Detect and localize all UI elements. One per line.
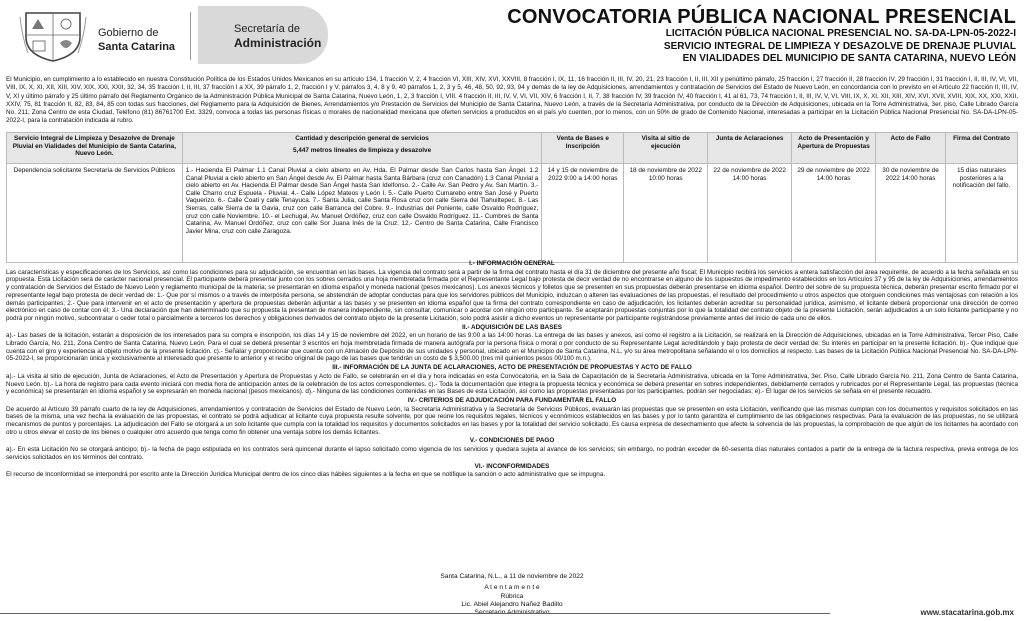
footer bbox=[0, 608, 1024, 621]
website-link[interactable]: www.stacatarina.gob.mx bbox=[920, 608, 1014, 617]
header-junta: Junta de Aclaraciones bbox=[708, 133, 792, 164]
section-5-text: a).- En esta Licitación No se otorgará anticipo; b).- la fecha de pago estipulada en los contratos será quincenal durante el lapso solicitado como vigencia de los servicios y quedara sujeta al avance de los servicios; sin embargo, no podrán exceder de 60-sesenta días naturales contados a partir de la entrega de la factura respectiva, previa entrega de los servicios solicitados en los términos del contrato. bbox=[6, 446, 1018, 461]
header-acto: Acto de Presentación y Apertura de Propuestas bbox=[792, 133, 876, 164]
header-firma: Firma del Contrato bbox=[945, 133, 1017, 164]
cell-fallo: 30 de noviembre de 2022 14:00 horas bbox=[876, 164, 946, 263]
header-quantity-line1: Cantidad y descripción general de servicios bbox=[295, 135, 429, 142]
notice-subtitle-2: SERVICIO INTEGRAL DE LIMPIEZA Y DESAZOLVE DE DRENAJE PLUVIAL bbox=[663, 40, 1016, 52]
notice-subtitle-3: EN VIALIDADES DEL MUNICIPIO DE SANTA CATARINA, NUEVO LEÓN bbox=[682, 53, 1016, 64]
header-visita: Visita al sitio de ejecución bbox=[624, 133, 708, 164]
section-2-title: II.- ADQUISICIÓN DE LAS BASES bbox=[462, 323, 562, 331]
rubrica: Rúbrica bbox=[500, 593, 524, 600]
section-3-title: III.- INFORMACIÓN DE LA JUNTA DE ACLARACIONES, ACTO DE PRESENTACIÓN DE PROPUESTAS Y ACTO DE FALLO bbox=[332, 364, 692, 372]
section-2-text: a).- Las bases de la licitación, estarán a disposición de los interesados para su compra e inscripción, los días 14 y 15 de noviembre del 2022, en un horario de las 9:00 a las 14:00 horas. La entrega de las bases y anexos, así como el registro a la Licitación, se realizará en la Dirección de Adquisiciones, ubicadas en la Torre Administrativa, Tercer Piso, Calle Librado García, No. 211, Zona Centro de Santa Catarina, Nuevo León. Para el cual se deberá presentar 3 escritos en hoja membretada firmada de manera autógrafa por la persona física o moral o por conducto de su Representante Legal acreditándolo y bajo protesta de decir verdad de: Su interés en participar en la presente licitación. b).- Que indique que cuenta con el giro y experiencia al objeto motivo de la presente licitación. c).- Señalar y proporcionar que cuenta con un Almacén de Depósito de sus unidades y personal, ubicado en el Municipio de Santa Catarina, N.L. y/o su área metropolitana señalando el o los domicilios al respecto. Las bases de la Licitación Pública Nacional Presencial No. SA-DA-LPN-05-2022-I, se proporcionarán única y exclusivamente al interesado que presente lo anterior y el recibo original de pago de las bases que tendrán un costo de $ 3,500.00 (tres mil quinientos pesos 00/100 m.n.). bbox=[6, 332, 1018, 363]
admin-line2: Administración bbox=[234, 36, 322, 50]
header bbox=[0, 0, 1024, 72]
header-service: Servicio Integral de Limpieza y Desazolve de Drenaje Pluvial en Vialidades del Municipio de Santa Catarina, Nuevo León. bbox=[7, 133, 183, 164]
cell-junta: 22 de noviembre de 2022 14:00 horas bbox=[708, 164, 792, 263]
notice-body bbox=[6, 259, 1018, 480]
section-1-text: Las características y especificaciones de los Servicios, así como las condiciones para su adjudicación, se encuentran en las bases. La vigencia del contrato será a partir de la firma del contrato hasta el día 31 de diciembre del presente año fiscal; El Municipio recibirá los servicios a entera satisfacción del área requirente, de acuerdo a la fecha señalada en su propuesta. Esta Licitación será de carácter nacional presencial. El participante deberá presentar junto con los sobres cerrados una hoja membretada firmada por el Representante Legal bajo protesta de decir verdad de no encontrarse en alguno de los supuestos de impedimento establecidos en los Artículos 37 y 95 de la ley de Adquisiciones, arrendamientos y contratación de Servicios del Estado de Nuevo León y reglamento municipal de la materia; se presentarán en idioma español y moneda nacional (pesos mexicanos). Los anexos técnicos y folletos que se presenten en sus propuestas deberán presentarse en idioma español. Dentro del sobre de su propuesta técnica, deberán presentar escrito firmado por el representante legal bajo protesta de decir verdad de: 1.- Que por sí mismos o a través de interpósita persona, se abstendrán de adoptar conductas para que los servidores públicos del Municipio, induzcan o alteren las evaluaciones de las propuestas, el resultado del procedimiento u otros aspectos que otorguen condiciones más ventajosas con relación a los demás participantes; 2.- Que para intervenir en el acto de presentación y apertura de propuestas deberán adjuntar a las bases y se presenten en idioma español que la firma del contrato correspondiente en caso de adjudicación, los licitantes deberán acreditar su personalidad jurídica, asimismo, el licitante deberá proporcionar una dirección de correo electrónico en caso de contar con él; 3.- Una declaración que han determinado que su propuesta la presentan de manera independiente, sin consultar, comunicar o acordar con ningún otro participante. Se aceptarán propuestas conjuntas por lo que la totalidad del contrato objeto de la presente Licitación, serán adjudicados a un solo licitante participante y no podrá por ningún motivo, subcontratar o ceder total o parcialmente a terceros los derechos y obligaciones derivados del contrato objeto de la presente Licitación, solo podrá asistir a dicho eventos un representante por participante registrándose previamente antes del inicio de cada uno de ellos. bbox=[6, 268, 1018, 322]
footer-rule bbox=[0, 613, 830, 614]
intro-paragraph: El Municipio, en cumplimiento a lo establecido en nuestra Constitución Política de los Estados Unidos Mexicanos en su artículo 134, 1 fracción V, 2, 4 fracción VI, XIII, XIV, XVI, XXVIII, 8 fracción I, IX, 11, 16 fracción II, III, IV, 20, 21, 23 fracción I, II, III, XII y penúltimo párrafo, 25 fracción I, 27 fracción II, 28 fracción IV, 29 fracción I, 31 fracción I, II, III, IV, VI, VII, VIII, IX, X, XI, XII, XIII, XIV, XIX, XXI, XXII, 32, 34, 35 fracción I, II, III, 37 fracción I a XX, 39 párrafo 1, 2, fracción I y V, párrafos 3, 4, 8 y 9, 40 párrafos 1, 2, 3 y 5, 46, 48, 50, 92, 93, 94 y demás de la ley de Adquisiciones, arrendamientos y contratación de Servicios del Estado de Nuevo León, en concordancia con lo previsto en el Artículo 22 fracción II, III, IV, V, XI y último párrafo y 25 último párrafo del Reglamento Orgánico de la Administración Pública Municipal de Santa Catarina, Nuevo León, 1, 2, 3 fracción I, VIII. 4 fracción II, III, IV, V, VI, VII, XIV, 6 fracción I, II, 7, 38 fracción IV, 39 fracción IV, 40 fracción I, 41 al 61, 73, 74 fracción I, II, III, IV, V, VI, VIII, IX, X, XI, XII, XIII, XIV, XVI, XVII, XVIII, XIX, XX, XXI, XXII, XXIV, 75, 81 fracción II, 82, 83, 84, 85 con todas sus fracciones, del Reglamento para la Adquisición de Bienes, Arrendamientos y/o Prestación de Servicios del Municipio de Santa Catarina, Nuevo León, a través de la Secretaría Administrativa, por conducto de la Dirección de Adquisiciones, ubicada en la Torre Administrativa, 3er. piso, Calle Librado García No. 211, Zona Centro de esta Ciudad, Teléfono (81) 86761700 Ext. 3329, convoca a todas las personas físicas o morales de nacionalidad mexicana que oferten servicios a producidos en el país y/o cuenten, por lo menos, con un 50% de grado de Contenido Nacional, interesadas a participar en la Licitación Pública Nacional Presencial No. SA-DA-LPN-05-2022-I, para la contratación indicada al rubro. bbox=[6, 76, 1018, 125]
notice-subtitle-1: LICITACIÓN PÚBLICA NACIONAL PRESENCIAL NO. SA-DA-LPN-05-2022-I bbox=[665, 28, 1016, 39]
cell-visita: 18 de noviembre de 2022 10:00 horas bbox=[624, 164, 708, 263]
gov-line2: Santa Catarina bbox=[98, 41, 176, 53]
tender-table bbox=[6, 132, 1018, 263]
header-divider bbox=[190, 12, 191, 60]
header-venta: Venta de Bases e Inscripción bbox=[542, 133, 624, 164]
cell-venta: 14 y 15 de noviembre de 2022 9:00 a 14:00 horas bbox=[542, 164, 624, 263]
coat-of-arms-logo bbox=[18, 7, 88, 63]
cell-dependencia: Dependencia solicitante Secretaría de Servicios Públicos bbox=[7, 164, 183, 263]
header-quantity-line2: 5,447 metros lineales de limpieza y desazolve bbox=[292, 146, 432, 154]
signatory-name: Lic. Abiel Alejandro Nañez Badillo bbox=[461, 601, 563, 608]
atentamente: A t e n t a m e n t e bbox=[484, 584, 540, 591]
place-date: Santa Catarina, N.L., a 11 de noviembre de 2022 bbox=[440, 573, 584, 580]
government-label bbox=[98, 26, 175, 54]
gov-line1: Gobierno de bbox=[98, 27, 159, 39]
section-4-title: IV.- CRITERIOS DE ADJUDICACIÓN PARA FUNDAMENTAR EL FALLO bbox=[407, 396, 617, 404]
header-fallo: Acto de Fallo bbox=[876, 133, 946, 164]
section-6-text: El recurso de Inconformidad se interpondrá por escrito ante la Dirección Jurídica Municipal dentro de los cinco días hábiles siguientes a la fecha en que se notifique la sanción o acto administrativo que se impugna. bbox=[6, 471, 606, 479]
section-4-text: De acuerdo al Artículo 39 párrafo cuarto de la ley de Adquisiciones, arrendamientos y contratación de Servicios del Estado de Nuevo León, la Secretaría Administrativa y la Secretaría de Servicios Públicos, evaluarán las propuestas que se presenten en esta Licitación, verificando que las mismas cumplan con los documentos y requisitos solicitados en las bases de la misma, una vez hecha la evaluación de las propuestas, el contrato se podrá adjudicar al licitante cuya propuesta resulte solvente, por que reúne los requisitos legales, técnicos y económicos establecidos en las bases y por lo tanto garantiza el cumplimiento de las obligaciones respectivas. Para la evaluación de las propuestas, no se utilizará mecanismos de puntos y porcentajes. La adjudicación del Fallo se otorgará a un solo licitante que cumpla con la totalidad los requisitos y documentos solicitados en las bases y por la totalidad del servicio solicitado. Es causa expresa de desechamiento que afecte la solvencia de las propuestas, la comprobación de que algún de los licitantes ha acordado con otro u otros elevar el costo de los bienes o cualquier otro acuerdo que tenga como fin obtener una ventaja sobre los demás licitantes. bbox=[6, 405, 1018, 436]
section-6-title: VI.- INCONFORMIDADES bbox=[474, 462, 550, 470]
header-quantity bbox=[182, 133, 542, 164]
admin-label bbox=[234, 22, 321, 51]
cell-firma: 15 días naturales posteriores a la notificación del fallo. bbox=[945, 164, 1017, 263]
notice-title-block bbox=[507, 6, 1016, 66]
table-row bbox=[7, 164, 1018, 263]
table-header-row bbox=[7, 133, 1018, 164]
section-5-title: V.- CONDICIONES DE PAGO bbox=[469, 437, 555, 445]
admin-line1: Secretaría de bbox=[234, 23, 301, 35]
section-3-text: a).- La visita al sitio de ejecución, Junta de Aclaraciones, el Acto de Presentación y Apertura de Propuestas y Acto de Fallo, se celebrarán en el día y hora indicadas en esta Convocatoria, en la Sala de Capacitación de la Secretaría Administrativa, ubicada en la Torre Administrativa, 3er. Piso, Calle Librado García No. 211, Zona Centro de Santa Catarina, Nuevo León. b).- La hora de registro para cada evento iniciará con media hora de anticipación antes de la celebración de los actos correspondientes. c).- Toda la documentación que integra la propuesta técnica y económica se deberá presentar en sobres independientes, debidamente cerrados y rubricados por el Representante Legal, las propuestas (técnica y económica) se presentarán en idioma español y se expresarán en moneda nacional (pesos mexicanos). d).- Ninguna de las condiciones contenidas en las Bases de esta Licitación, así como las propuestas presentadas por los participantes, podrán ser negociadas; e).- El lugar de los servicios se señala en el presente recuadro. bbox=[6, 372, 1018, 396]
section-1-title: I.- INFORMACIÓN GENERAL bbox=[469, 260, 555, 267]
cell-acto: 29 de noviembre de 2022 14:00 horas bbox=[792, 164, 876, 263]
notice-title: CONVOCATORIA PÚBLICA NACIONAL PRESENCIAL bbox=[507, 6, 1016, 28]
cell-descripcion: 1.- Hacienda El Palmar 1.1 Canal Pluvial a cielo abierto en Av. Hda. El Palmar desde San Carlos hasta San Ángel. 1.2 Canal Pluvial a cielo abierto en San Ángel desde Av. El Palmar hasta Santa Bárbara (cruz con Canadón) 1.3 Canal Pluvial a cielo abierto en Av. Hacienda El Palmar desde San Ángel hasta San Idelfonso. 2.- Calle Av. San Pedro y Av. San Martín. 3.- Calle Charro cruz Espuela - Pluvial. 4.- Calle López Mateos y León I. 5.- Calle Puerto Cumarebo entre San José y Puerto Vaquerizo. 6.- Calle Coati y calle Tenayuca. 7.- Santa Julia, calle Santa Rosa cruz con calle Sierra del Tlahuiltepec. 8.- Las Sierras, calle Sierra de la Gavia, cruz con calle Barranca del Cobre. 9.- Industrias del Poniente, calle Osvaldo Rodríguez, cruz con calle Noviembre. 10.- el Lechugal, Av. Manuel Ordóñez, cruz con calle Osvaldo Rodríguez. 11.- Cumbres de Santa Catarina, Av. Manuel Ordóñez, cruz con calle Sor Juana Inés de la Cruz. 12.- Centro de Santa Catarina, Calle Francisco Javier Mina, cruz con calle Zaragoza. bbox=[182, 164, 542, 263]
